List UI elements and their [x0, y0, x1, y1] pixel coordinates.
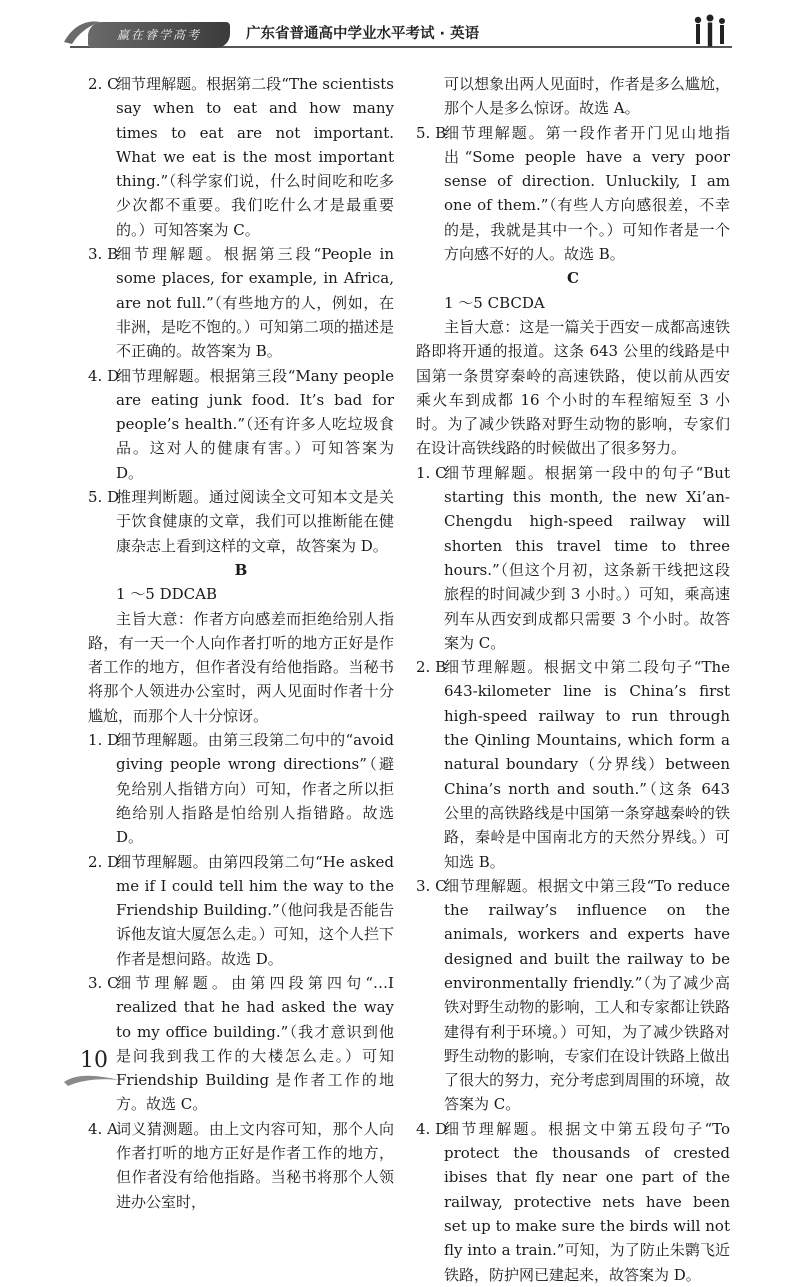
- item-number: 3. B: [88, 245, 119, 264]
- item-text: 细节理解题。根据第一段中的句子“But starting this month, the new Xi’an-Chengdu high-speed railway will shorten this travel time to three hours.”（但这个月初，这条新干线把这段旅程的时间减少到 3 小时。）可知，乘高速列车从西安到成都只需要 3 个小时。故答案为 C。: [444, 463, 730, 652]
- item-text: 细节理解题。根据文中第五段句子“To protect the thousands of crested ibises that fly near one part of the railway, protective nets have been set up to make sure the birds will not fly into a train.”可知，为了防止朱鹮飞近铁路，防护网已建起来，故答案为 D。: [444, 1119, 730, 1284]
- item-number: 4. A: [88, 1119, 118, 1138]
- item-text: 可以想象出两人见面时，作者是多么尴尬，那个人是多么惊讶。故选 A。: [444, 75, 730, 118]
- item-number: 5. B: [416, 123, 447, 142]
- header-title: 广东省普通高中学业水平考试 · 英语: [246, 26, 480, 42]
- item-text: 细节理解题。根据文中第二段句子“The 643-kilometer line is China’s first high-speed railway to run through the Qinling Mountains, which form a natural boundary（分界线）between China’s north and south.”（这条 643 公里的高铁路线是中国第一条穿越秦岭的铁路，秦岭是中国南北方的天然分界线。）可知选 B。: [444, 658, 730, 871]
- item-text: 词义猜测题。由上文内容可知，那个人向作者打听的地方正好是作者工作的地方，但作者没有给他指路。当秘书将那个人领进办公室时，: [116, 1119, 394, 1211]
- answer-item: [88, 971, 394, 1117]
- left-column: [88, 72, 394, 1214]
- answer-item: [416, 874, 730, 1117]
- right-column: [416, 72, 730, 1287]
- answer-item: [416, 1117, 730, 1287]
- item-number: 2. B: [416, 658, 447, 677]
- item-text: 细节理解题。由第三段第二句中的“avoid giving people wrong directions”（避免给别人指错方向）可知，作者之所以拒绝给别人指路是怕给别人指错路。故选 D。: [116, 731, 394, 847]
- item-number: 3. C: [416, 876, 447, 895]
- section-b-summary: 主旨大意：作者方向感差而拒绝给别人指路，有一天一个人向作者打听的地方正好是作者工作的地方，但作者没有给他指路。当秘书将那个人领进办公室时，两人见面时作者十分尴尬，而那个人十分惊讶。: [88, 609, 394, 725]
- answer-item: [88, 364, 394, 485]
- answer-item: [88, 485, 394, 558]
- item-text: 细节理解题。根据第二段“The scientists say when to eat and how many times to eat are not important. What we eat is the most important thing.”（科学家们说，什么时间吃和吃多少次都不重要。我们吃什么才是最重要的。）可知答案为 C。: [116, 75, 394, 239]
- series-logo: 赢在睿学高考: [88, 22, 230, 48]
- item-text: 细节理解题。根据第三段“Many people are eating junk food. It’s bad for people’s health.”（还有许多人吃垃圾食品。这对人的健康有害。）可知答案为 D。: [116, 366, 394, 482]
- answer-item: [88, 728, 394, 849]
- answer-item: [88, 72, 394, 242]
- item-text: 细节理解题。由第四段第二句“He asked me if I could tell him the way to the Friendship Building.”（他问我是否能告诉他友谊大厦怎么走。）可知，这个人拦下作者是想问路。故选 D。: [116, 852, 394, 968]
- item-number: 3. C: [88, 973, 119, 992]
- item-number: 4. D: [88, 366, 120, 385]
- section-b-answers: 1 ～5 DDCAB: [116, 585, 218, 604]
- item-text: 细节理解题。第一段作者开门见山地指出“Some people have a very poor sense of direction. Unluckily, I am one of them.”（有些人方向感很差，不幸的是，我就是其中一个。）可知作者是一个方向感不好的人。故选 B。: [444, 123, 730, 264]
- item-number: 2. C: [88, 75, 119, 93]
- answer-item: [416, 655, 730, 874]
- item-text: 细节理解题。根据第三段“People in some places, for example, in Africa, are not full.”（有些地方的人，例如，在非洲，是吃不饱的。）可知第二项的描述是不正确的。故答案为 B。: [116, 245, 394, 361]
- section-b-heading: B: [234, 560, 248, 579]
- item-number: 5. D: [88, 488, 120, 507]
- item-text: 细节理解题。根据文中第三段“To reduce the railway’s influence on the animals, workers and experts have designed and built the railway to be environmentally friendly.”（为了减少高铁对野生动物的影响，工人和专家都让铁路建得有利于环境。）可知，为了减少铁路对野生动物的影响，专家们在设计铁路上做出了很大的努力，充分考虑到周围的环境，故答案为 C。: [444, 876, 730, 1114]
- answer-item: [416, 121, 730, 267]
- item-text: 推理判断题。通过阅读全文可知本文是关于饮食健康的文章，我们可以推断能在健康杂志上看到这样的文章，故答案为 D。: [116, 488, 394, 555]
- section-c-summary: 主旨大意：这是一篇关于西安－成都高速铁路即将开通的报道。这条 643 公里的线路是中国第一条贯穿秦岭的高速铁路，使以前从西安乘火车到成都 16 个小时的车程缩短至 3 小时。为了减少铁路对野生动物的影响，专家们在设计高铁线路的时候做出了很多努力。: [416, 317, 730, 458]
- footer-swoosh-icon: [62, 1072, 122, 1088]
- answer-item: [416, 461, 730, 655]
- item-number: 1. D: [88, 731, 120, 750]
- answer-item: [88, 850, 394, 971]
- answer-item: [88, 1117, 394, 1214]
- item-number: 4. D: [416, 1119, 448, 1138]
- item-number: 1. C: [416, 463, 447, 482]
- item-number: 2. D: [88, 852, 120, 871]
- continued-text: [416, 72, 730, 121]
- page-header: [0, 0, 800, 64]
- item-text: 细节理解题。由第四段第四句“…I realized that he had asked the way to my office building.”（我才意识到他是问我到我工作的大楼怎么走。）可知 Friendship Building 是作者工作的地方。故选 C。: [116, 973, 394, 1114]
- page-number: 10: [80, 1048, 108, 1073]
- people-figures-icon: [690, 14, 730, 48]
- answer-item: [88, 242, 394, 363]
- section-c-heading: C: [567, 269, 579, 288]
- section-c-answers: 1 ～5 CBCDA: [444, 293, 545, 312]
